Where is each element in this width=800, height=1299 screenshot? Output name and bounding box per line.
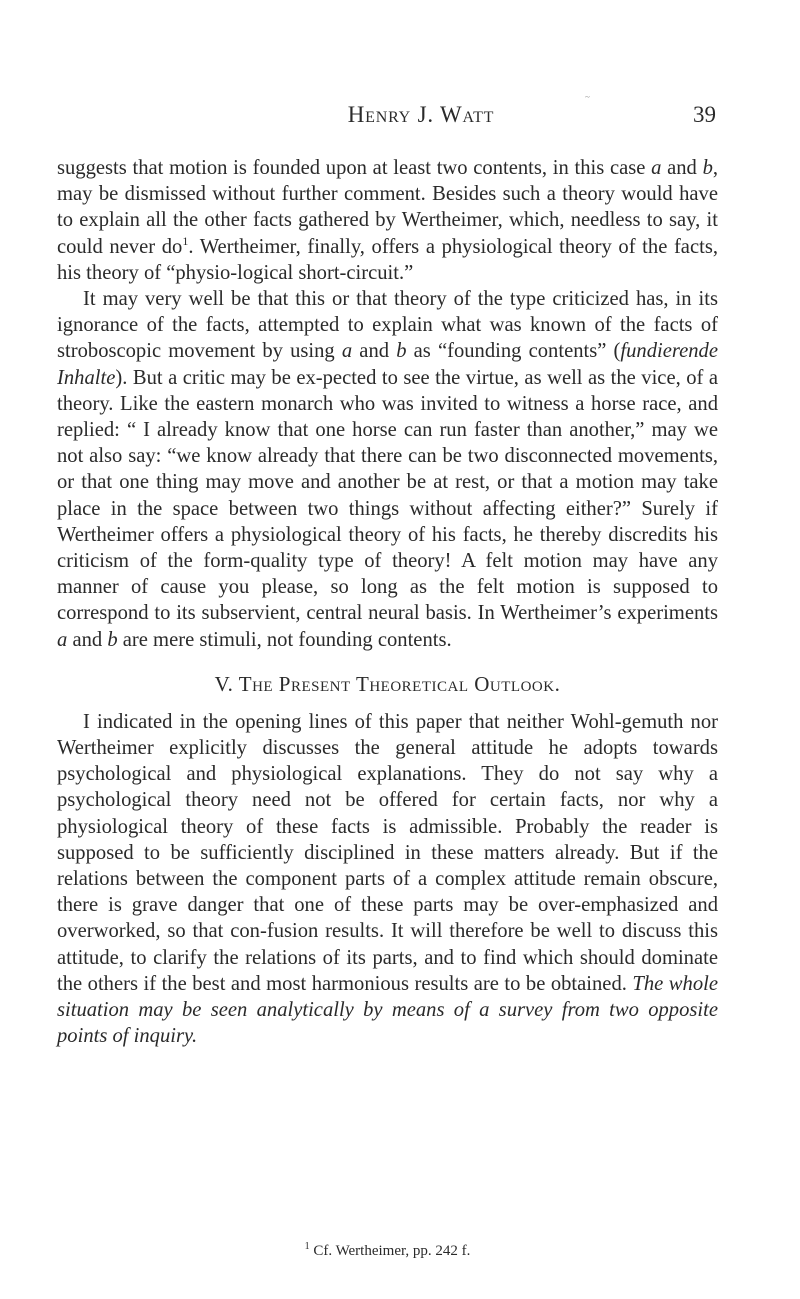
footnote-marker: 1 xyxy=(304,1241,310,1252)
page-header xyxy=(126,100,716,140)
footnote xyxy=(57,1241,718,1261)
text-run: ). But a critic may be ex-pected to see the virtue, as well as the vice, of a theory. Like the eastern monarch who was invited to witness a horse race, and replied: “ I already know that one horse can run faster than another,” may we not also say: “we know already that there can be two disconnected movements, or that one thing may move and another be at rest, or that a motion may take place in the space between two things without affecting either?” Surely if Wertheimer offers a physiological theory of his facts, he thereby discredits his criticism of the form-quality type of theory! A felt motion may have any manner of cause you please, so long as the felt motion is supposed to correspond to its subservient, central neural basis. In Wertheimer’s experiments xyxy=(57,366,718,625)
text-run: and xyxy=(661,157,703,179)
text-run: as “founding contents” ( xyxy=(406,340,621,363)
running-head: Henry J. Watt xyxy=(347,102,495,127)
section-heading: V. The Present Theoretical Outlook. xyxy=(214,671,561,696)
variable-a: a xyxy=(57,628,68,651)
text-run: I indicated in the opening lines of this paper that neither Wohl-gemuth nor Wertheimer explicitly discusses the general attitude he adopts towards psychological and physiological explanations. They do not say why a psychological theory need not be offered for certain facts, nor why a physiological theory of these facts is admissible. Probably the reader is supposed to be sufficiently disciplined in these matters already. But if the relations between the component parts of a complex attitude remain obscure, there is grave danger that one of these parts may be over-emphasized and overworked, so that con-fusion results. It will therefore be well to discuss this attitude, to clarify the relations of its parts, and to find which should dominate the others if the best and most harmonious results are to be obtained. xyxy=(57,710,718,995)
text-run: and xyxy=(352,340,397,363)
text-run: suggests that motion is founded upon at least two contents, in this case xyxy=(57,157,652,179)
paragraph-2 xyxy=(57,286,718,653)
footnote-text: Cf. Wertheimer, pp. 242 f. xyxy=(309,1243,471,1259)
variable-b: b xyxy=(107,628,118,651)
text-run: , may be dismissed without further comment. Besides such a theory would have to explain all the other facts gathered by Wertheimer, which, needless to say, it could never do xyxy=(57,157,719,258)
variable-b: b xyxy=(396,340,407,363)
page-body xyxy=(57,155,718,1050)
page-number: 39 xyxy=(693,102,716,127)
variable-a: a xyxy=(651,157,662,179)
italic-conclusion: The whole situation may be seen analytically by means of a survey from two opposite points of inquiry. xyxy=(57,972,718,1048)
text-run: It may very well be that this or that theory of the type criticized has, in its ignorance of the facts, attempted to explain what was known of the facts of stroboscopic movement by using xyxy=(57,288,718,363)
text-run: and xyxy=(67,628,108,651)
paragraph-1 xyxy=(57,155,718,286)
text-run: are mere stimuli, not founding contents. xyxy=(117,628,452,651)
footnote-reference: 1 xyxy=(182,233,189,248)
german-term: fundierende Inhalte xyxy=(57,340,718,389)
variable-a: a xyxy=(341,340,353,363)
paragraph-3 xyxy=(57,709,718,1050)
text-run: . Wertheimer, finally, offers a physiological theory of the facts, his theory of “physio-logical short-circuit.” xyxy=(57,235,718,284)
variable-b: b xyxy=(702,157,713,179)
paper-speck: ~ xyxy=(585,92,590,102)
